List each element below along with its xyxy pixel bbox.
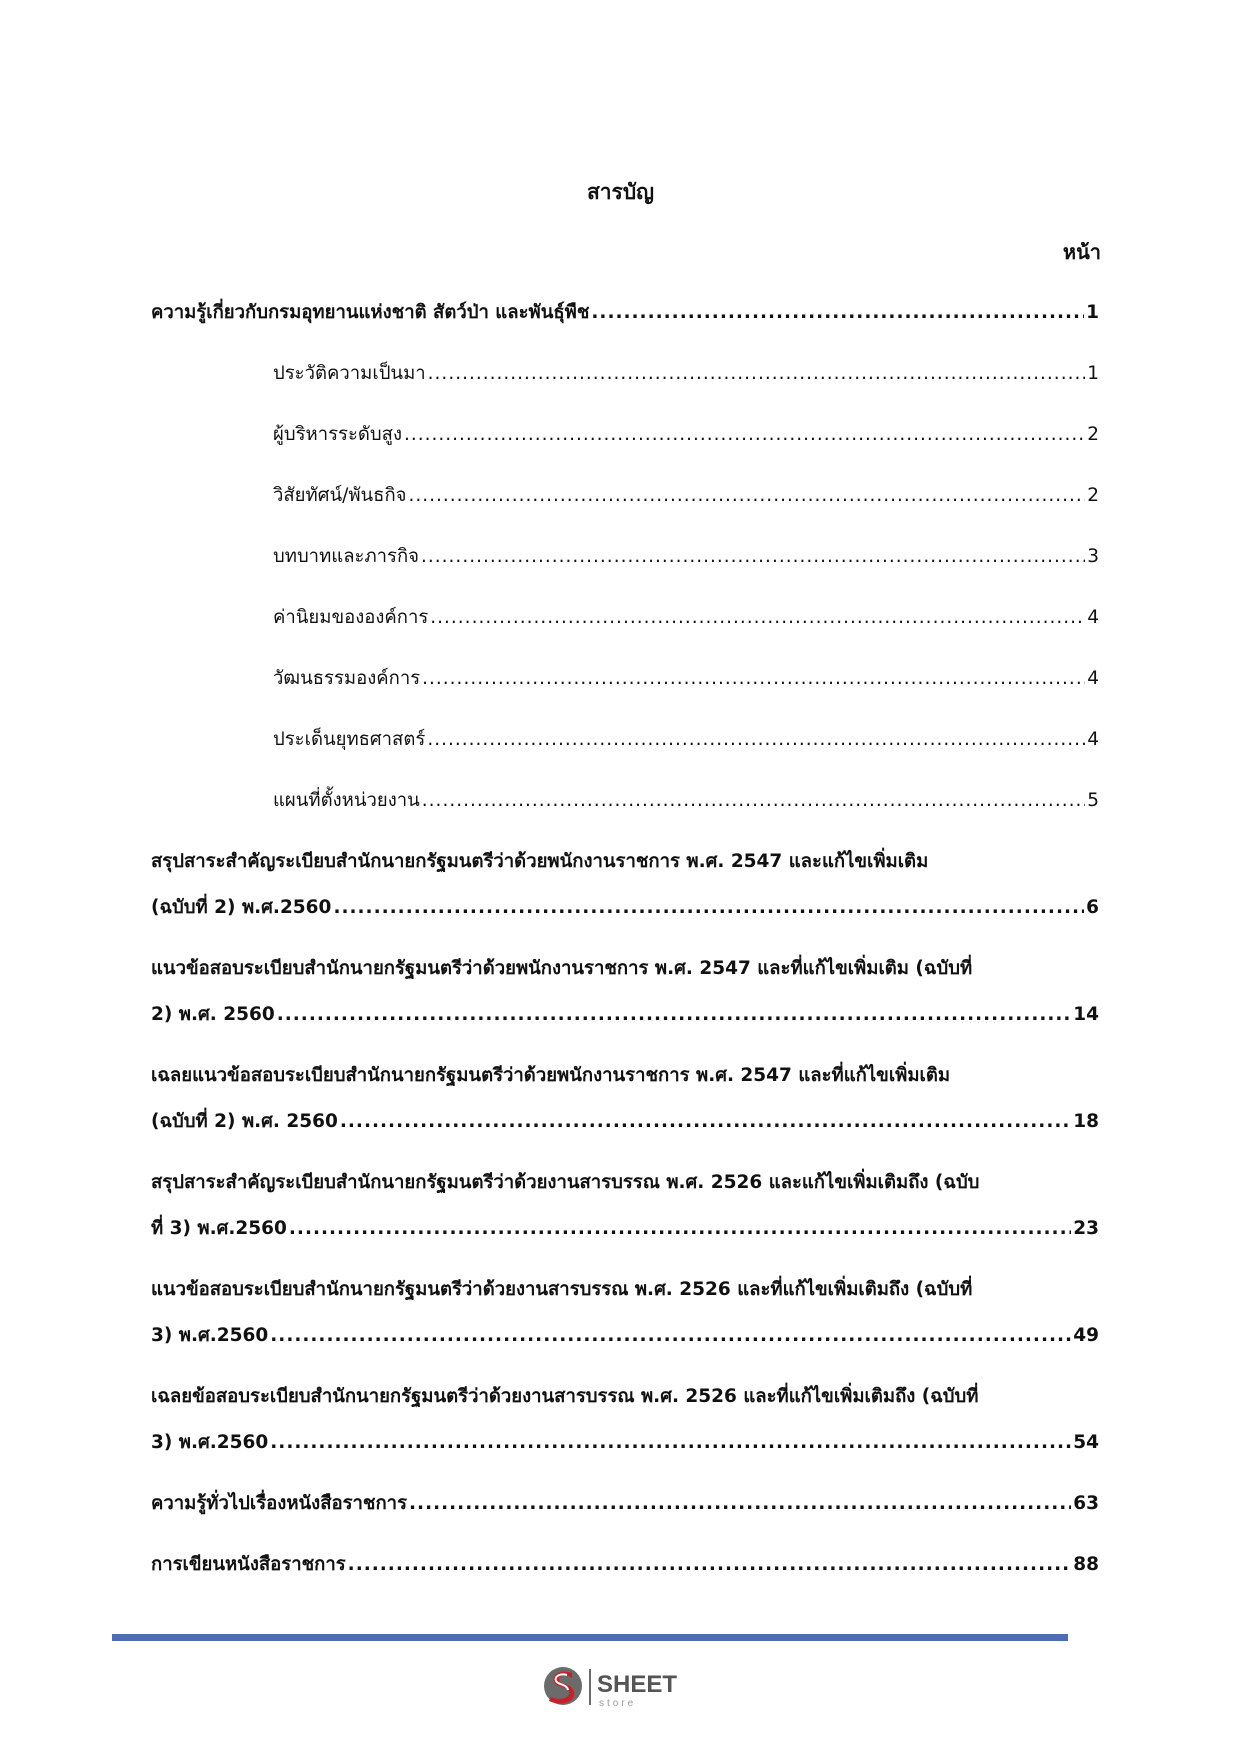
dot-leader bbox=[591, 290, 1084, 336]
dot-leader bbox=[404, 412, 1085, 458]
toc-page-number: 1 bbox=[1086, 302, 1099, 323]
logo-divider bbox=[589, 1669, 591, 1705]
toc-page-number: 4 bbox=[1087, 607, 1099, 628]
toc-entry-first-line: เฉลยแนวข้อสอบระเบียบสำนักนายกรัฐมนตรีว่าด้วยพนักงานราชการ พ.ศ. 2547 และที่แก้ไขเพิ่มเติม bbox=[151, 1065, 951, 1086]
dot-leader bbox=[409, 1481, 1071, 1527]
toc-entry bbox=[151, 839, 1099, 931]
toc-entry-title: แผนที่ตั้งหน่วยงาน bbox=[273, 790, 420, 811]
dot-leader bbox=[270, 1420, 1071, 1466]
dot-leader bbox=[340, 1099, 1071, 1145]
toc-page-number: 88 bbox=[1073, 1554, 1099, 1575]
toc-entry bbox=[151, 1374, 1099, 1466]
toc-entry-first-line: สรุปสาระสำคัญระเบียบสำนักนายกรัฐมนตรีว่าด้วยงานสารบรรณ พ.ศ. 2526 และแก้ไขเพิ่มเติมถึง (ฉบับ bbox=[151, 1172, 980, 1193]
dot-leader bbox=[428, 351, 1086, 397]
toc-entry bbox=[151, 1267, 1099, 1359]
toc-entry bbox=[151, 946, 1099, 1038]
toc-entry-first-line: แนวข้อสอบระเบียบสำนักนายกรัฐมนตรีว่าด้วยงานสารบรรณ พ.ศ. 2526 และที่แก้ไขเพิ่มเติมถึง (ฉบับที่ bbox=[151, 1279, 973, 1300]
toc-page-number: 14 bbox=[1073, 1004, 1099, 1025]
toc-entry-title: ที่ 3) พ.ศ.2560 bbox=[151, 1218, 287, 1239]
footer-divider bbox=[112, 1634, 1068, 1641]
dot-leader bbox=[270, 1313, 1071, 1359]
toc-subentry bbox=[151, 656, 1099, 717]
toc-entry bbox=[151, 1481, 1099, 1527]
logo-wordmark: SHEET bbox=[597, 1671, 678, 1698]
toc-subentry bbox=[151, 595, 1099, 656]
toc-entry-title: ผู้บริหารระดับสูง bbox=[273, 424, 402, 445]
table-of-contents bbox=[151, 290, 1099, 1603]
toc-subentry bbox=[151, 717, 1099, 778]
toc-title: สารบัญ bbox=[586, 180, 655, 204]
toc-page-number: 4 bbox=[1087, 729, 1099, 750]
toc-subentry bbox=[151, 778, 1099, 839]
toc-page-number: 23 bbox=[1073, 1218, 1099, 1239]
toc-entry-title: (ฉบับที่ 2) พ.ศ. 2560 bbox=[151, 1111, 338, 1132]
toc-page-number: 2 bbox=[1087, 485, 1099, 506]
toc-entry-title: 3) พ.ศ.2560 bbox=[151, 1325, 269, 1346]
toc-entry-title: วิสัยทัศน์/พันธกิจ bbox=[273, 485, 407, 506]
toc-subentry bbox=[151, 412, 1099, 473]
dot-leader bbox=[348, 1542, 1072, 1588]
toc-entry-title: การเขียนหนังสือราชการ bbox=[151, 1554, 346, 1575]
dot-leader bbox=[427, 717, 1085, 763]
toc-entry-first-line: สรุปสาระสำคัญระเบียบสำนักนายกรัฐมนตรีว่าด้วยพนักงานราชการ พ.ศ. 2547 และแก้ไขเพิ่มเติม bbox=[151, 851, 929, 872]
toc-entry-title: ประวัติความเป็นมา bbox=[273, 363, 426, 384]
toc-page-number: 49 bbox=[1073, 1325, 1099, 1346]
toc-entry-title: ความรู้ทั่วไปเรื่องหนังสือราชการ bbox=[151, 1493, 408, 1514]
toc-page-number: 63 bbox=[1073, 1493, 1099, 1514]
toc-entry bbox=[151, 290, 1099, 336]
sheet-store-logo bbox=[541, 1661, 711, 1711]
dot-leader bbox=[430, 595, 1085, 641]
page-column-header: หน้า bbox=[1062, 240, 1101, 264]
dot-leader bbox=[422, 778, 1085, 824]
toc-entry-title: วัฒนธรรมองค์การ bbox=[273, 668, 421, 689]
toc-page-number: 1 bbox=[1087, 363, 1099, 384]
toc-page-number: 4 bbox=[1087, 668, 1099, 689]
toc-page-number: 5 bbox=[1087, 790, 1099, 811]
toc-entry-first-line: แนวข้อสอบระเบียบสำนักนายกรัฐมนตรีว่าด้วยพนักงานราชการ พ.ศ. 2547 และที่แก้ไขเพิ่มเติม (ฉบับที่ bbox=[151, 958, 973, 979]
logo-subtext: store bbox=[599, 1698, 637, 1709]
toc-page-number: 2 bbox=[1087, 424, 1099, 445]
toc-entry-title: (ฉบับที่ 2) พ.ศ.2560 bbox=[151, 897, 332, 918]
sheet-store-emblem-icon bbox=[544, 1667, 582, 1705]
toc-subentry bbox=[151, 534, 1099, 595]
toc-entry-title: บทบาทและภารกิจ bbox=[273, 546, 420, 567]
toc-entry-title: 2) พ.ศ. 2560 bbox=[151, 1004, 275, 1025]
toc-entry bbox=[151, 1160, 1099, 1252]
dot-leader bbox=[422, 656, 1085, 702]
toc-page-number: 18 bbox=[1073, 1111, 1099, 1132]
dot-leader bbox=[277, 992, 1072, 1038]
toc-entry-title: ค่านิยมขององค์การ bbox=[273, 607, 429, 628]
toc-entry bbox=[151, 1542, 1099, 1588]
toc-entry-title: ประเด็นยุทธศาสตร์ bbox=[273, 729, 426, 750]
toc-page-number: 54 bbox=[1073, 1432, 1099, 1453]
dot-leader bbox=[421, 534, 1085, 580]
toc-page-number: 6 bbox=[1086, 897, 1099, 918]
toc-subentry bbox=[151, 473, 1099, 534]
toc-entry-first-line: เฉลยข้อสอบระเบียบสำนักนายกรัฐมนตรีว่าด้วยงานสารบรรณ พ.ศ. 2526 และที่แก้ไขเพิ่มเติมถึง (ฉบับที่ bbox=[151, 1386, 979, 1407]
dot-leader bbox=[289, 1206, 1071, 1252]
dot-leader bbox=[333, 885, 1084, 931]
toc-entry-title: 3) พ.ศ.2560 bbox=[151, 1432, 269, 1453]
toc-subentry bbox=[151, 351, 1099, 412]
toc-page-number: 3 bbox=[1087, 546, 1099, 567]
dot-leader bbox=[409, 473, 1086, 519]
toc-entry bbox=[151, 1053, 1099, 1145]
toc-entry-title: ความรู้เกี่ยวกับกรมอุทยานแห่งชาติ สัตว์ป่า และพันธุ์พืช bbox=[151, 302, 590, 323]
